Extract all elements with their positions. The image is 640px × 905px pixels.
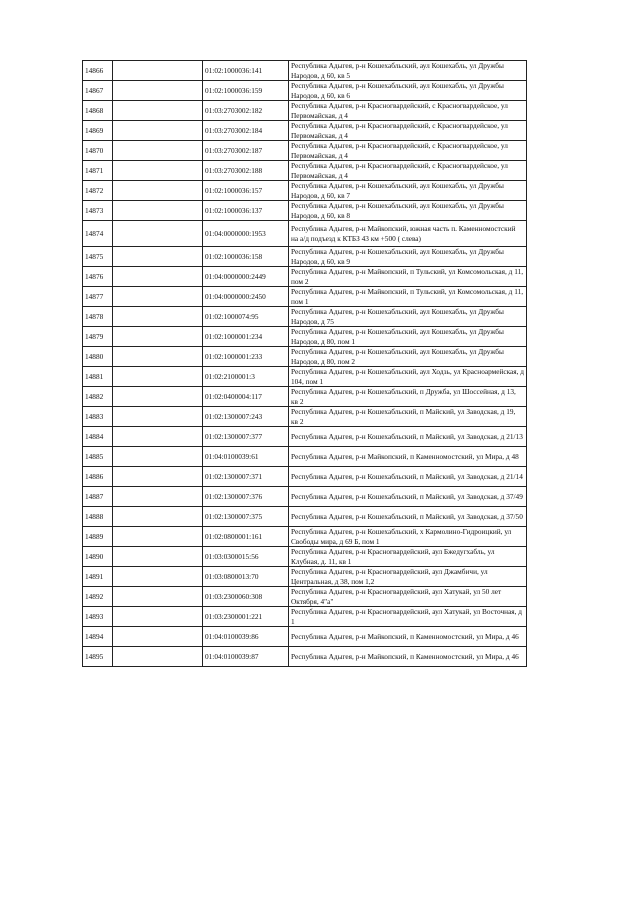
address-cell: Республика Адыгея, р-н Кошехабльский, аул Кошехабль, ул Дружбы Народов, д 60, кв 9 — [289, 247, 527, 267]
cadastral-number-cell: 01:04:0000000:1953 — [203, 221, 289, 247]
row-number-cell: 14884 — [83, 427, 113, 447]
address-cell: Республика Адыгея, р-н Кошехабльский, п Майский, ул Заводская, д 19, кв 2 — [289, 407, 527, 427]
row-number-cell: 14890 — [83, 547, 113, 567]
address-cell: Республика Адыгея, р-н Майкопский, п Тульский, ул Комсомольская, д 11, пом 1 — [289, 287, 527, 307]
row-number-cell: 14889 — [83, 527, 113, 547]
address-cell: Республика Адыгея, р-н Кошехабльский, аул Кошехабль, ул Дружбы Народов, д 60, кв 8 — [289, 201, 527, 221]
row-number-cell: 14887 — [83, 487, 113, 507]
empty-cell — [113, 181, 203, 201]
table-row — [83, 101, 527, 121]
table-row — [83, 267, 527, 287]
table-row — [83, 487, 527, 507]
empty-cell — [113, 367, 203, 387]
empty-cell — [113, 627, 203, 647]
address-cell: Республика Адыгея, р-н Кошехабльский, аул Кошехабль, ул Дружбы Народов, д 60, кв 7 — [289, 181, 527, 201]
row-number-cell: 14871 — [83, 161, 113, 181]
cadastral-number-cell: 01:03:2300001:221 — [203, 607, 289, 627]
cadastral-number-cell: 01:02:1000036:158 — [203, 247, 289, 267]
row-number-cell: 14875 — [83, 247, 113, 267]
cadastral-number-cell: 01:04:0100039:87 — [203, 647, 289, 667]
cadastral-number-cell: 01:02:1000036:141 — [203, 61, 289, 81]
address-cell: Республика Адыгея, р-н Красногвардейский, с Красногвардейское, ул Первомайская, д 4 — [289, 101, 527, 121]
empty-cell — [113, 201, 203, 221]
address-cell: Республика Адыгея, р-н Красногвардейский, аул Бжедугхабль, ул Клубная, д. 11, кв 1 — [289, 547, 527, 567]
table-row — [83, 567, 527, 587]
address-cell: Республика Адыгея, р-н Кошехабльский, аул Кошехабль, ул Дружбы Народов, д 75 — [289, 307, 527, 327]
row-number-cell: 14886 — [83, 467, 113, 487]
row-number-cell: 14874 — [83, 221, 113, 247]
cadastral-number-cell: 01:02:1300007:243 — [203, 407, 289, 427]
empty-cell — [113, 307, 203, 327]
table-row — [83, 327, 527, 347]
empty-cell — [113, 547, 203, 567]
row-number-cell: 14870 — [83, 141, 113, 161]
row-number-cell: 14883 — [83, 407, 113, 427]
empty-cell — [113, 267, 203, 287]
cadastral-number-cell: 01:02:1000001:233 — [203, 347, 289, 367]
empty-cell — [113, 247, 203, 267]
empty-cell — [113, 587, 203, 607]
cadastral-number-cell: 01:04:0000000:2450 — [203, 287, 289, 307]
row-number-cell: 14879 — [83, 327, 113, 347]
empty-cell — [113, 61, 203, 81]
row-number-cell: 14895 — [83, 647, 113, 667]
address-cell: Республика Адыгея, р-н Красногвардейский, с Красногвардейское, ул Первомайская, д 4 — [289, 121, 527, 141]
table-row — [83, 627, 527, 647]
table-row — [83, 61, 527, 81]
cadastral-number-cell: 01:02:0400004:117 — [203, 387, 289, 407]
row-number-cell: 14881 — [83, 367, 113, 387]
empty-cell — [113, 101, 203, 121]
table-row — [83, 121, 527, 141]
address-cell: Республика Адыгея, р-н Кошехабльский, х Кармолино-Гидроицкий, ул Свободы мира, д 69 Б, пом 1 — [289, 527, 527, 547]
address-cell: Республика Адыгея, р-н Красногвардейский, аул Джамбичи, ул Центральная, д 38, пом 1,2 — [289, 567, 527, 587]
row-number-cell: 14878 — [83, 307, 113, 327]
row-number-cell: 14873 — [83, 201, 113, 221]
cadastral-number-cell: 01:03:0300015:56 — [203, 547, 289, 567]
empty-cell — [113, 327, 203, 347]
cadastral-number-cell: 01:02:1000001:234 — [203, 327, 289, 347]
registry-table-body — [83, 61, 527, 667]
address-cell: Республика Адыгея, р-н Красногвардейский, с Красногвардейское, ул Первомайская, д 4 — [289, 161, 527, 181]
cadastral-number-cell: 01:02:1000036:137 — [203, 201, 289, 221]
row-number-cell: 14894 — [83, 627, 113, 647]
empty-cell — [113, 647, 203, 667]
address-cell: Республика Адыгея, р-н Красногвардейский, аул Хатукай, ул 50 лет Октября, 4"а" — [289, 587, 527, 607]
address-cell: Республика Адыгея, р-н Кошехабльский, аул Ходзь, ул Красноармейская, д 104, пом 1 — [289, 367, 527, 387]
cadastral-number-cell: 01:02:0800001:161 — [203, 527, 289, 547]
row-number-cell: 14877 — [83, 287, 113, 307]
row-number-cell: 14868 — [83, 101, 113, 121]
address-cell: Республика Адыгея, р-н Кошехабльский, п Майский, ул Заводская, д 37/49 — [289, 487, 527, 507]
address-cell: Республика Адыгея, р-н Кошехабльский, аул Кошехабль, ул Дружбы Народов, д 80, пом 2 — [289, 347, 527, 367]
cadastral-number-cell: 01:02:1300007:371 — [203, 467, 289, 487]
empty-cell — [113, 607, 203, 627]
empty-cell — [113, 447, 203, 467]
empty-cell — [113, 527, 203, 547]
cadastral-number-cell: 01:04:0100039:86 — [203, 627, 289, 647]
table-row — [83, 141, 527, 161]
empty-cell — [113, 407, 203, 427]
cadastral-number-cell: 01:03:0800013:70 — [203, 567, 289, 587]
table-row — [83, 287, 527, 307]
cadastral-number-cell: 01:02:1300007:377 — [203, 427, 289, 447]
address-cell: Республика Адыгея, р-н Кошехабльский, п Майский, ул Заводская, д 21/13 — [289, 427, 527, 447]
address-cell: Республика Адыгея, р-н Кошехабльский, аул Кошехабль, ул Дружбы Народов, д 60, кв 6 — [289, 81, 527, 101]
cadastral-number-cell: 01:03:2703002:188 — [203, 161, 289, 181]
table-row — [83, 647, 527, 667]
table-row — [83, 427, 527, 447]
empty-cell — [113, 507, 203, 527]
cadastral-number-cell: 01:04:0100039:61 — [203, 447, 289, 467]
table-row — [83, 307, 527, 327]
property-registry-table — [82, 60, 527, 667]
table-row — [83, 367, 527, 387]
table-row — [83, 547, 527, 567]
row-number-cell: 14880 — [83, 347, 113, 367]
row-number-cell: 14867 — [83, 81, 113, 101]
cadastral-number-cell: 01:02:2100001:3 — [203, 367, 289, 387]
table-row — [83, 81, 527, 101]
row-number-cell: 14882 — [83, 387, 113, 407]
table-row — [83, 161, 527, 181]
empty-cell — [113, 141, 203, 161]
address-cell: Республика Адыгея, р-н Майкопский, п Каменномостский, ул Мира, д 46 — [289, 647, 527, 667]
cadastral-number-cell: 01:02:1300007:376 — [203, 487, 289, 507]
table-row — [83, 467, 527, 487]
empty-cell — [113, 347, 203, 367]
cadastral-number-cell: 01:03:2703002:182 — [203, 101, 289, 121]
address-cell: Республика Адыгея, р-н Кошехабльский, аул Кошехабль, ул Дружбы Народов, д 80, пом 1 — [289, 327, 527, 347]
empty-cell — [113, 81, 203, 101]
row-number-cell: 14893 — [83, 607, 113, 627]
empty-cell — [113, 567, 203, 587]
table-row — [83, 507, 527, 527]
address-cell: Республика Адыгея, р-н Кошехабльский, п Майский, ул Заводская, д 37/50 — [289, 507, 527, 527]
row-number-cell: 14885 — [83, 447, 113, 467]
row-number-cell: 14876 — [83, 267, 113, 287]
table-row — [83, 407, 527, 427]
cadastral-number-cell: 01:02:1000036:157 — [203, 181, 289, 201]
table-row — [83, 527, 527, 547]
address-cell: Республика Адыгея, р-н Майкопский, п Каменномостский, ул Мира, д 46 — [289, 627, 527, 647]
empty-cell — [113, 487, 203, 507]
empty-cell — [113, 161, 203, 181]
address-cell: Республика Адыгея, р-н Майкопский, п Тульский, ул Комсомольская, д 11, пом 2 — [289, 267, 527, 287]
table-row — [83, 387, 527, 407]
cadastral-number-cell: 01:04:0000000:2449 — [203, 267, 289, 287]
table-row — [83, 201, 527, 221]
cadastral-number-cell: 01:03:2703002:187 — [203, 141, 289, 161]
table-row — [83, 347, 527, 367]
cadastral-number-cell: 01:02:1000074:95 — [203, 307, 289, 327]
cadastral-number-cell: 01:02:1000036:159 — [203, 81, 289, 101]
address-cell: Республика Адыгея, р-н Майкопский, п Каменномостский, ул Мира, д 48 — [289, 447, 527, 467]
cadastral-number-cell: 01:03:2703002:184 — [203, 121, 289, 141]
empty-cell — [113, 467, 203, 487]
table-row — [83, 587, 527, 607]
address-cell: Республика Адыгея, р-н Красногвардейский, аул Хатукай, ул Восточная, д 1 — [289, 607, 527, 627]
row-number-cell: 14888 — [83, 507, 113, 527]
cadastral-number-cell: 01:02:1300007:375 — [203, 507, 289, 527]
table-row — [83, 447, 527, 467]
address-cell: Республика Адыгея, р-н Кошехабльский, аул Кошехабль, ул Дружбы Народов, д 60, кв 5 — [289, 61, 527, 81]
empty-cell — [113, 221, 203, 247]
empty-cell — [113, 287, 203, 307]
row-number-cell: 14872 — [83, 181, 113, 201]
table-row — [83, 247, 527, 267]
address-cell: Республика Адыгея, р-н Кошехабльский, п Дружба, ул Шоссейная, д 13, кв 2 — [289, 387, 527, 407]
address-cell: Республика Адыгея, р-н Красногвардейский, с Красногвардейское, ул Первомайская, д 4 — [289, 141, 527, 161]
empty-cell — [113, 121, 203, 141]
table-row — [83, 607, 527, 627]
empty-cell — [113, 387, 203, 407]
table-row — [83, 181, 527, 201]
row-number-cell: 14869 — [83, 121, 113, 141]
row-number-cell: 14892 — [83, 587, 113, 607]
table-row — [83, 221, 527, 247]
empty-cell — [113, 427, 203, 447]
address-cell: Республика Адыгея, р-н Майкопский, южная часть п. Каменномостский на а/д подъезд к КТБЗ 43 км +500 ( слева) — [289, 221, 527, 247]
row-number-cell: 14891 — [83, 567, 113, 587]
row-number-cell: 14866 — [83, 61, 113, 81]
address-cell: Республика Адыгея, р-н Кошехабльский, п Майский, ул Заводская, д 21/14 — [289, 467, 527, 487]
cadastral-number-cell: 01:03:2300060:308 — [203, 587, 289, 607]
